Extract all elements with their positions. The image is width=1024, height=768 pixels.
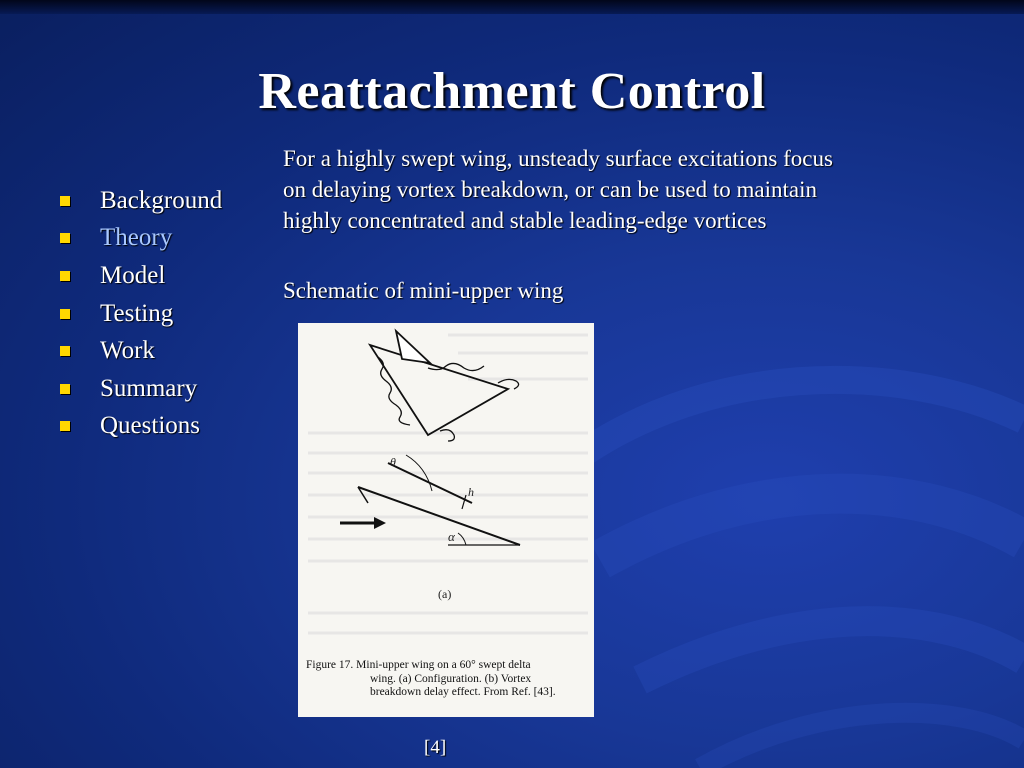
h-label: h bbox=[468, 485, 474, 499]
body-paragraph bbox=[283, 143, 983, 236]
caption-line: breakdown delay effect. From Ref. [43]. bbox=[370, 686, 556, 698]
square-bullet-icon bbox=[60, 271, 70, 281]
square-bullet-icon bbox=[60, 309, 70, 319]
section-nav bbox=[60, 182, 222, 445]
theta-label: θ bbox=[390, 455, 396, 469]
slide-title: Reattachment Control bbox=[258, 63, 766, 120]
nav-item-testing[interactable] bbox=[60, 295, 222, 333]
nav-item-model[interactable] bbox=[60, 257, 222, 295]
caption-line: wing. (a) Configuration. (b) Vortex bbox=[370, 672, 532, 685]
paragraph-line: highly concentrated and stable leading-edge vortices bbox=[283, 208, 767, 233]
figure-caption bbox=[306, 659, 591, 700]
alpha-label: α bbox=[448, 529, 455, 544]
figure-heading: Schematic of mini-upper wing bbox=[283, 278, 564, 303]
caption-line: Figure 17. Mini-upper wing on a 60° swept delta bbox=[306, 659, 531, 671]
square-bullet-icon bbox=[60, 384, 70, 394]
nav-item-label: Model bbox=[100, 261, 166, 289]
top-bar bbox=[0, 0, 1024, 14]
nav-item-summary[interactable] bbox=[60, 370, 222, 408]
nav-item-label: Background bbox=[100, 186, 223, 214]
figure-sublabel: (a) bbox=[438, 587, 452, 601]
nav-item-label: Questions bbox=[100, 412, 200, 440]
nav-item-work[interactable] bbox=[60, 332, 222, 370]
nav-item-label: Work bbox=[100, 337, 155, 365]
nav-item-label: Testing bbox=[100, 299, 174, 327]
square-bullet-icon bbox=[60, 196, 70, 206]
paragraph-line: For a highly swept wing, unsteady surface excitations focus bbox=[283, 146, 833, 171]
nav-item-label: Summary bbox=[100, 374, 198, 402]
square-bullet-icon bbox=[60, 346, 70, 356]
nav-item-background[interactable] bbox=[60, 182, 222, 220]
square-bullet-icon bbox=[60, 233, 70, 243]
nav-item-theory[interactable] bbox=[60, 220, 222, 258]
nav-item-questions[interactable] bbox=[60, 408, 222, 446]
nav-item-label: Theory bbox=[100, 224, 173, 252]
square-bullet-icon bbox=[60, 421, 70, 431]
paragraph-line: on delaying vortex breakdown, or can be used to maintain bbox=[283, 177, 817, 202]
schematic-figure bbox=[298, 323, 594, 717]
schematic-drawing bbox=[298, 323, 594, 717]
reference-number: [4] bbox=[424, 737, 447, 758]
